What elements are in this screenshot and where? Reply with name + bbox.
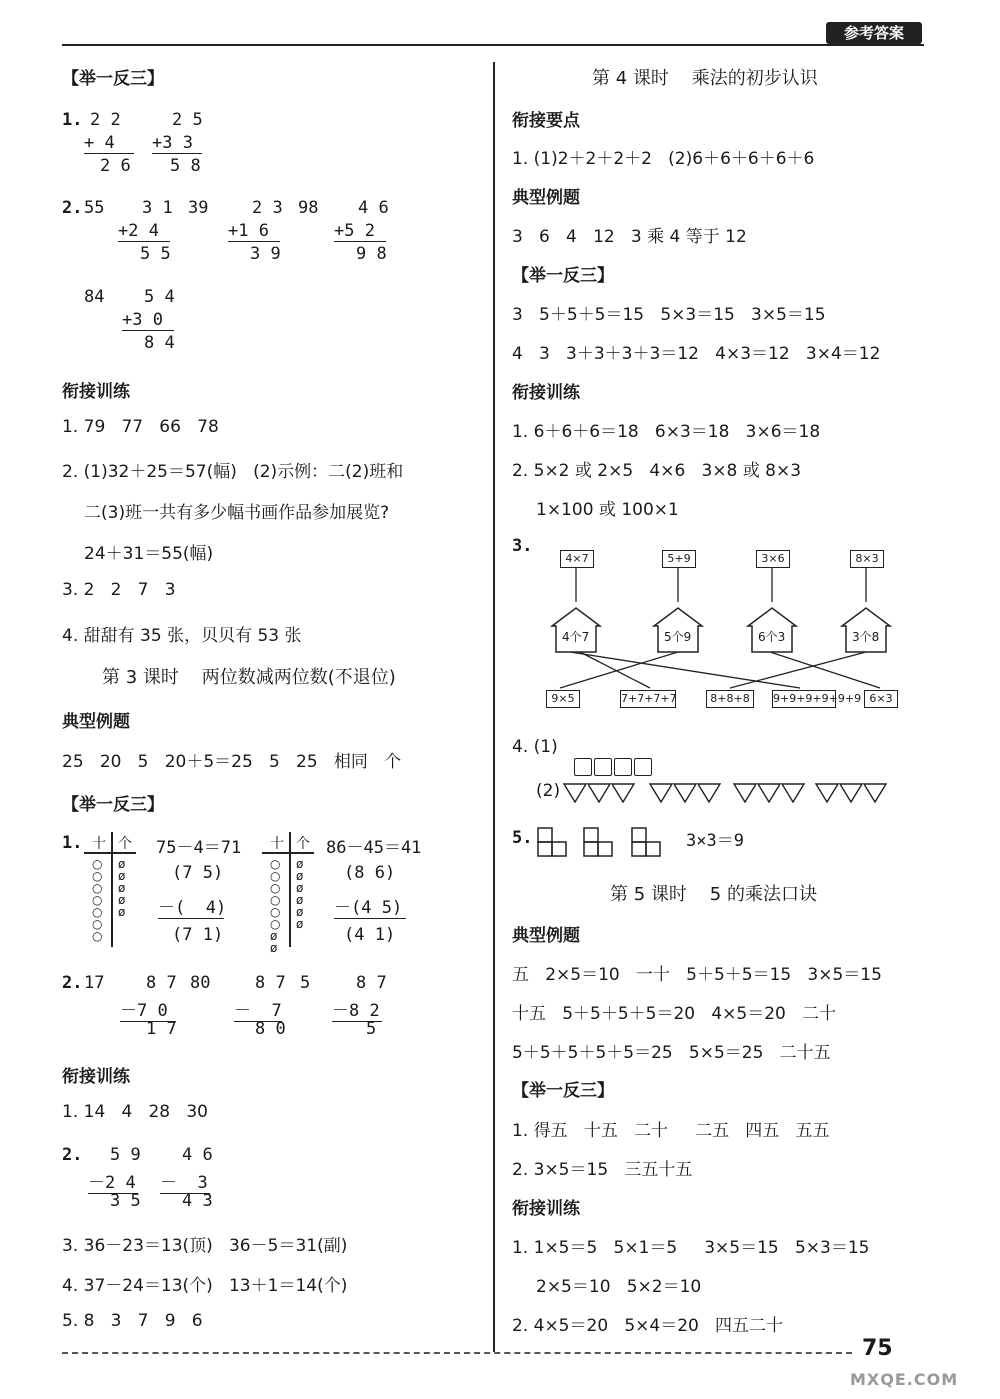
addend: 2 3 [252, 198, 283, 218]
difference: (7 1) [172, 925, 224, 945]
page-number: 75 [862, 1336, 893, 1361]
question-number: 1. [62, 110, 83, 130]
answer-value: 17 [84, 973, 105, 993]
question-number: 5. [512, 828, 533, 848]
answer-line: 4. 37－24＝13(个) 13＋1＝14(个) [62, 1276, 348, 1296]
sum: 9 8 [356, 244, 387, 264]
section-heading: 典型例题 [512, 926, 580, 946]
ones-label: 个 [118, 836, 132, 852]
difference: 3 5 [110, 1191, 141, 1211]
section-heading: 【举一反三】 [62, 69, 164, 89]
sum: 5 8 [170, 156, 201, 176]
answer-line: 1. 79 77 66 78 [62, 417, 219, 437]
answer-line: 2. 4×5＝20 5×4＝20 四五二十 [512, 1316, 784, 1336]
addend: +1 6 [228, 221, 280, 242]
answer-line: 1. (1)2＋2＋2＋2 (2)6＋6＋6＋6＋6 [512, 149, 815, 169]
answer-line: 1. 14 4 28 30 [62, 1102, 208, 1122]
difference: 5 [366, 1019, 377, 1039]
ones-beads: ø ø ø ø ø [118, 857, 126, 919]
answer-line: 5＋5＋5＋5＋5＝25 5×5＝25 二十五 [512, 1043, 831, 1063]
sum: 2 6 [100, 156, 131, 176]
lesson-title: 第 3 课时 两位数减两位数(不退位) [102, 667, 396, 688]
top-card: 3×6 [756, 550, 790, 568]
addend: 5 4 [144, 287, 175, 307]
answer-line: 4 3 3＋3＋3＋3＝12 4×3＝12 3×4＝12 [512, 344, 881, 364]
minuend: 4 6 [182, 1145, 213, 1165]
answer-line: 3. 36－23＝13(顶) 36－5＝31(副) [62, 1236, 348, 1256]
section-heading: 典型例题 [512, 188, 580, 208]
answer-value: 5 [300, 973, 311, 993]
subtrahend: －2 4 [88, 1168, 138, 1194]
bottom-card: 9+9+9+9+9+9 [772, 690, 836, 708]
header-rule [62, 44, 924, 46]
sum: 8 4 [144, 333, 175, 353]
lesson-title: 第 5 课时 5 的乘法口诀 [610, 884, 817, 905]
face-icon [574, 758, 592, 776]
answer-line: 1. 1×5＝5 5×1＝5 3×5＝15 5×3＝15 [512, 1238, 870, 1258]
minuend: (7 5) [172, 863, 224, 883]
answer-line: 1×100 或 100×1 [536, 500, 679, 520]
subtrahend: －7 0 [120, 996, 176, 1022]
section-heading: 【举一反三】 [512, 266, 614, 286]
section-heading: 衔接训练 [512, 1199, 580, 1219]
equation: 75－4＝71 [156, 838, 242, 858]
section-heading: 典型例题 [62, 712, 130, 732]
triangle-groups [562, 782, 892, 804]
subtrahend: － 3 [160, 1168, 210, 1194]
tens-beads: ○ ○ ○ ○ ○ ○ ø ø [270, 857, 281, 955]
top-card: 8×3 [850, 550, 884, 568]
minuend: (8 6) [344, 863, 396, 883]
subtrahend: －8 2 [332, 996, 382, 1022]
house-label: 5个9 [664, 630, 692, 644]
minuend: 5 9 [110, 1145, 141, 1165]
footer-dashed-rule [62, 1352, 852, 1354]
answer-line: 3. 2 2 7 3 [62, 580, 176, 600]
subtrahend: － 7 [234, 996, 282, 1022]
addend: 4 6 [358, 198, 389, 218]
answer-line: 25 20 5 20＋5＝25 5 25 相同 个 [62, 752, 402, 772]
minuend: 8 7 [146, 973, 177, 993]
equation: 86－45＝41 [326, 838, 422, 858]
answer-line: 1. 得五 十五 二十 二五 四五 五五 [512, 1121, 830, 1141]
section-heading: 衔接训练 [512, 383, 580, 403]
tens-beads: ○ ○ ○ ○ ○ ○ ○ [92, 857, 103, 943]
answer-line: 5. 8 3 7 9 6 [62, 1311, 203, 1331]
answer-line: 十五 5＋5＋5＋5＝20 4×5＝20 二十 [512, 1004, 837, 1024]
column-divider [493, 62, 495, 1352]
house-label: 4个7 [562, 630, 590, 644]
addend: +3 0 [122, 310, 174, 331]
difference: 1 7 [146, 1019, 177, 1039]
house-label: 3个8 [852, 630, 880, 644]
question-number: 3. [512, 536, 533, 556]
place-divider [111, 832, 113, 947]
square-figures [536, 826, 676, 860]
question-number: 1. [62, 833, 83, 853]
bottom-card: 7+7+7+7 [620, 690, 676, 708]
ones-beads: ø ø ø ø ø ø [296, 857, 304, 931]
place-header-rule [262, 852, 314, 854]
section-heading: 衔接训练 [62, 1067, 130, 1087]
answer-value: 98 [298, 198, 319, 218]
addend: 2 2 [90, 110, 121, 130]
subtrahend: －(4 5) [334, 893, 406, 919]
bottom-card: 8+8+8 [706, 690, 754, 708]
addend: + 4 [84, 133, 134, 154]
minuend: 8 7 [356, 973, 387, 993]
lesson-title: 第 4 课时 乘法的初步认识 [592, 68, 818, 89]
top-card: 5+9 [662, 550, 696, 568]
answer-line: (2) [536, 781, 561, 801]
tens-label: 十 [92, 836, 106, 852]
answer-line: 2. (1)32＋25＝57(幅) (2)示例：二(2)班和 [62, 462, 404, 482]
bottom-card: 9×5 [546, 690, 580, 708]
answer-line: 五 2×5＝10 一十 5＋5＋5＝15 3×5＝15 [512, 965, 882, 985]
face-icon [634, 758, 652, 776]
subtrahend: －( 4) [158, 893, 224, 919]
addend: 2 5 [172, 110, 203, 130]
difference: 4 3 [182, 1191, 213, 1211]
addend: +3 3 [152, 133, 202, 154]
difference: (4 1) [344, 925, 396, 945]
answer-line: 24＋31＝55(幅) [84, 544, 214, 564]
header-badge: 参考答案 [826, 22, 922, 44]
answer-line: 2×5＝10 5×2＝10 [536, 1277, 702, 1297]
answer-line: 2. 5×2 或 2×5 4×6 3×8 或 8×3 [512, 461, 802, 481]
answer-line: 3 5＋5＋5＝15 5×3＝15 3×5＝15 [512, 305, 826, 325]
section-heading: 【举一反三】 [62, 795, 164, 815]
addend: 3 1 [142, 198, 173, 218]
addend: +5 2 [334, 221, 386, 242]
question-number: 2. [62, 198, 83, 218]
section-heading: 衔接要点 [512, 111, 580, 131]
answer-line: 4. (1) [512, 737, 558, 757]
sum: 5 5 [140, 244, 171, 264]
face-icon [594, 758, 612, 776]
difference: 8 0 [255, 1019, 286, 1039]
question-number: 2. [62, 1145, 83, 1165]
answer-value: 80 [190, 973, 211, 993]
minuend: 8 7 [255, 973, 286, 993]
answer-line: 3 6 4 12 3 乘 4 等于 12 [512, 227, 747, 247]
answer-value: 55 [84, 198, 105, 218]
place-header-rule [84, 852, 136, 854]
section-heading: 衔接训练 [62, 382, 130, 402]
ones-label: 个 [296, 836, 310, 852]
answer-line: 1. 6＋6＋6＝18 6×3＝18 3×6＝18 [512, 422, 821, 442]
face-icon [614, 758, 632, 776]
equation: 3×3＝9 [686, 831, 744, 851]
place-divider [289, 832, 291, 947]
sum: 3 9 [250, 244, 281, 264]
addend: +2 4 [118, 221, 170, 242]
bottom-card: 6×3 [864, 690, 898, 708]
answer-value: 39 [188, 198, 209, 218]
tens-label: 十 [270, 836, 284, 852]
answer-value: 84 [84, 287, 105, 307]
answer-line: 二(3)班一共有多少幅书画作品参加展览? [84, 503, 390, 523]
question-number: 2. [62, 973, 83, 993]
answer-line: 4. 甜甜有 35 张，贝贝有 53 张 [62, 626, 302, 646]
answer-line: 2. 3×5＝15 三五十五 [512, 1160, 693, 1180]
watermark: MXQE.COM [850, 1370, 959, 1389]
section-heading: 【举一反三】 [512, 1081, 614, 1101]
face-group [564, 739, 654, 780]
top-card: 4×7 [560, 550, 594, 568]
house-label: 6个3 [758, 630, 786, 644]
